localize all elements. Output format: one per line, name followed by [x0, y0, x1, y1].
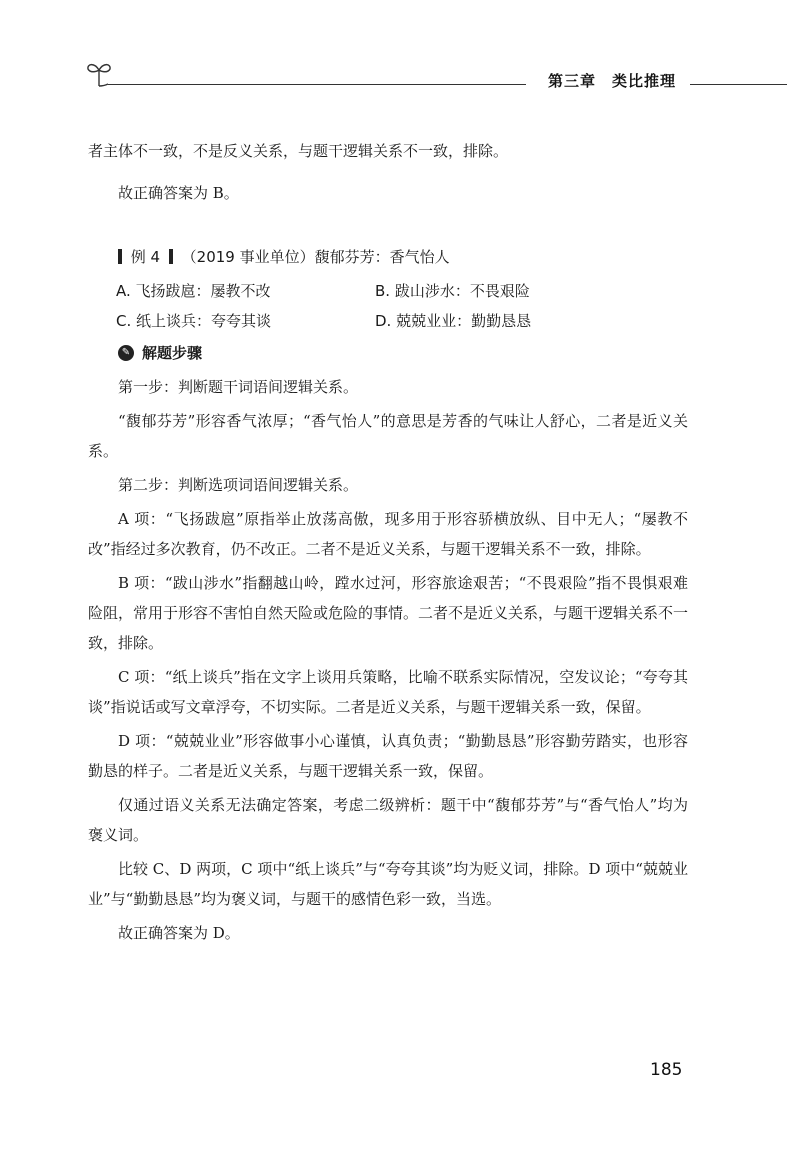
example-label: 例 4 [130, 248, 161, 266]
example-heading [88, 242, 688, 272]
option-d-analysis: D 项：“兢兢业业”形容做事小心谨慎，认真负责；“勤勤恳恳”形容勤劳踏实，也形容勤恳的样子。二者是近义关系，与题干逻辑关系一致，保留。 [88, 732, 688, 780]
chapter-number: 第三章 [548, 72, 597, 90]
example-source: （2019 事业单位） [181, 248, 315, 266]
pencil-icon: ✎ [118, 345, 134, 361]
final-answer: 故正确答案为 D。 [118, 924, 240, 942]
options-grid [88, 276, 688, 336]
page-content [88, 136, 688, 948]
bracket-bar-left [118, 249, 122, 264]
option-a: A. 飞扬跋扈：屡教不改 [116, 282, 271, 300]
comparison-analysis: 比较 C、D 两项，C 项中“纸上谈兵”与“夸夸其谈”均为贬义词，排除。D 项中“兢兢业业”与“勤勤恳恳”均为褒义词，与题干的感情色彩一致，当选。 [88, 860, 688, 908]
option-b-analysis: B 项：“跋山涉水”指翻越山岭，蹚水过河，形容旅途艰苦；“不畏艰险”指不畏惧艰难险阻，常用于形容不害怕自然天险或危险的事情。二者不是近义关系，与题干逻辑关系不一致，排除。 [88, 574, 689, 652]
step-2: 第二步：判断选项词语间逻辑关系。 [118, 476, 359, 494]
step-1: 第一步：判断题干词语间逻辑关系。 [118, 378, 359, 396]
option-b: B. 跋山涉水：不畏艰险 [375, 282, 530, 300]
previous-answer: 故正确答案为 B。 [118, 184, 239, 202]
section-name: 类比推理 [612, 72, 677, 90]
page-number: 185 [650, 1060, 683, 1080]
continued-paragraph: 者主体不一致，不是反义关系，与题干逻辑关系不一致，排除。 [88, 142, 509, 160]
steps-heading [88, 338, 688, 368]
chapter-title [548, 70, 676, 91]
header-rule-right [690, 84, 787, 85]
page-header [0, 0, 800, 110]
header-rule-left [108, 84, 526, 85]
example-stem: 馥郁芬芳：香气怡人 [314, 248, 450, 266]
step-1-analysis: “馥郁芬芳”形容香气浓厚；“香气怡人”的意思是芳香的气味让人舒心，二者是近义关系。 [88, 412, 688, 460]
steps-title: 解题步骤 [142, 344, 203, 362]
bracket-bar-right [169, 249, 173, 264]
option-d: D. 兢兢业业：勤勤恳恳 [375, 312, 532, 330]
secondary-analysis: 仅通过语义关系无法确定答案，考虑二级辨析：题干中“馥郁芬芳”与“香气怡人”均为褒义词。 [88, 796, 688, 844]
option-a-analysis: A 项：“飞扬跋扈”原指举止放荡高傲，现多用于形容骄横放纵、目中无人；“屡教不改”指经过多次教育，仍不改正。二者不是近义关系，与题干逻辑关系不一致，排除。 [88, 510, 688, 558]
option-c: C. 纸上谈兵：夸夸其谈 [116, 312, 272, 330]
option-c-analysis: C 项：“纸上谈兵”指在文字上谈用兵策略，比喻不联系实际情况，空发议论；“夸夸其谈”指说话或写文章浮夸，不切实际。二者是近义关系，与题干逻辑关系一致，保留。 [88, 668, 688, 716]
